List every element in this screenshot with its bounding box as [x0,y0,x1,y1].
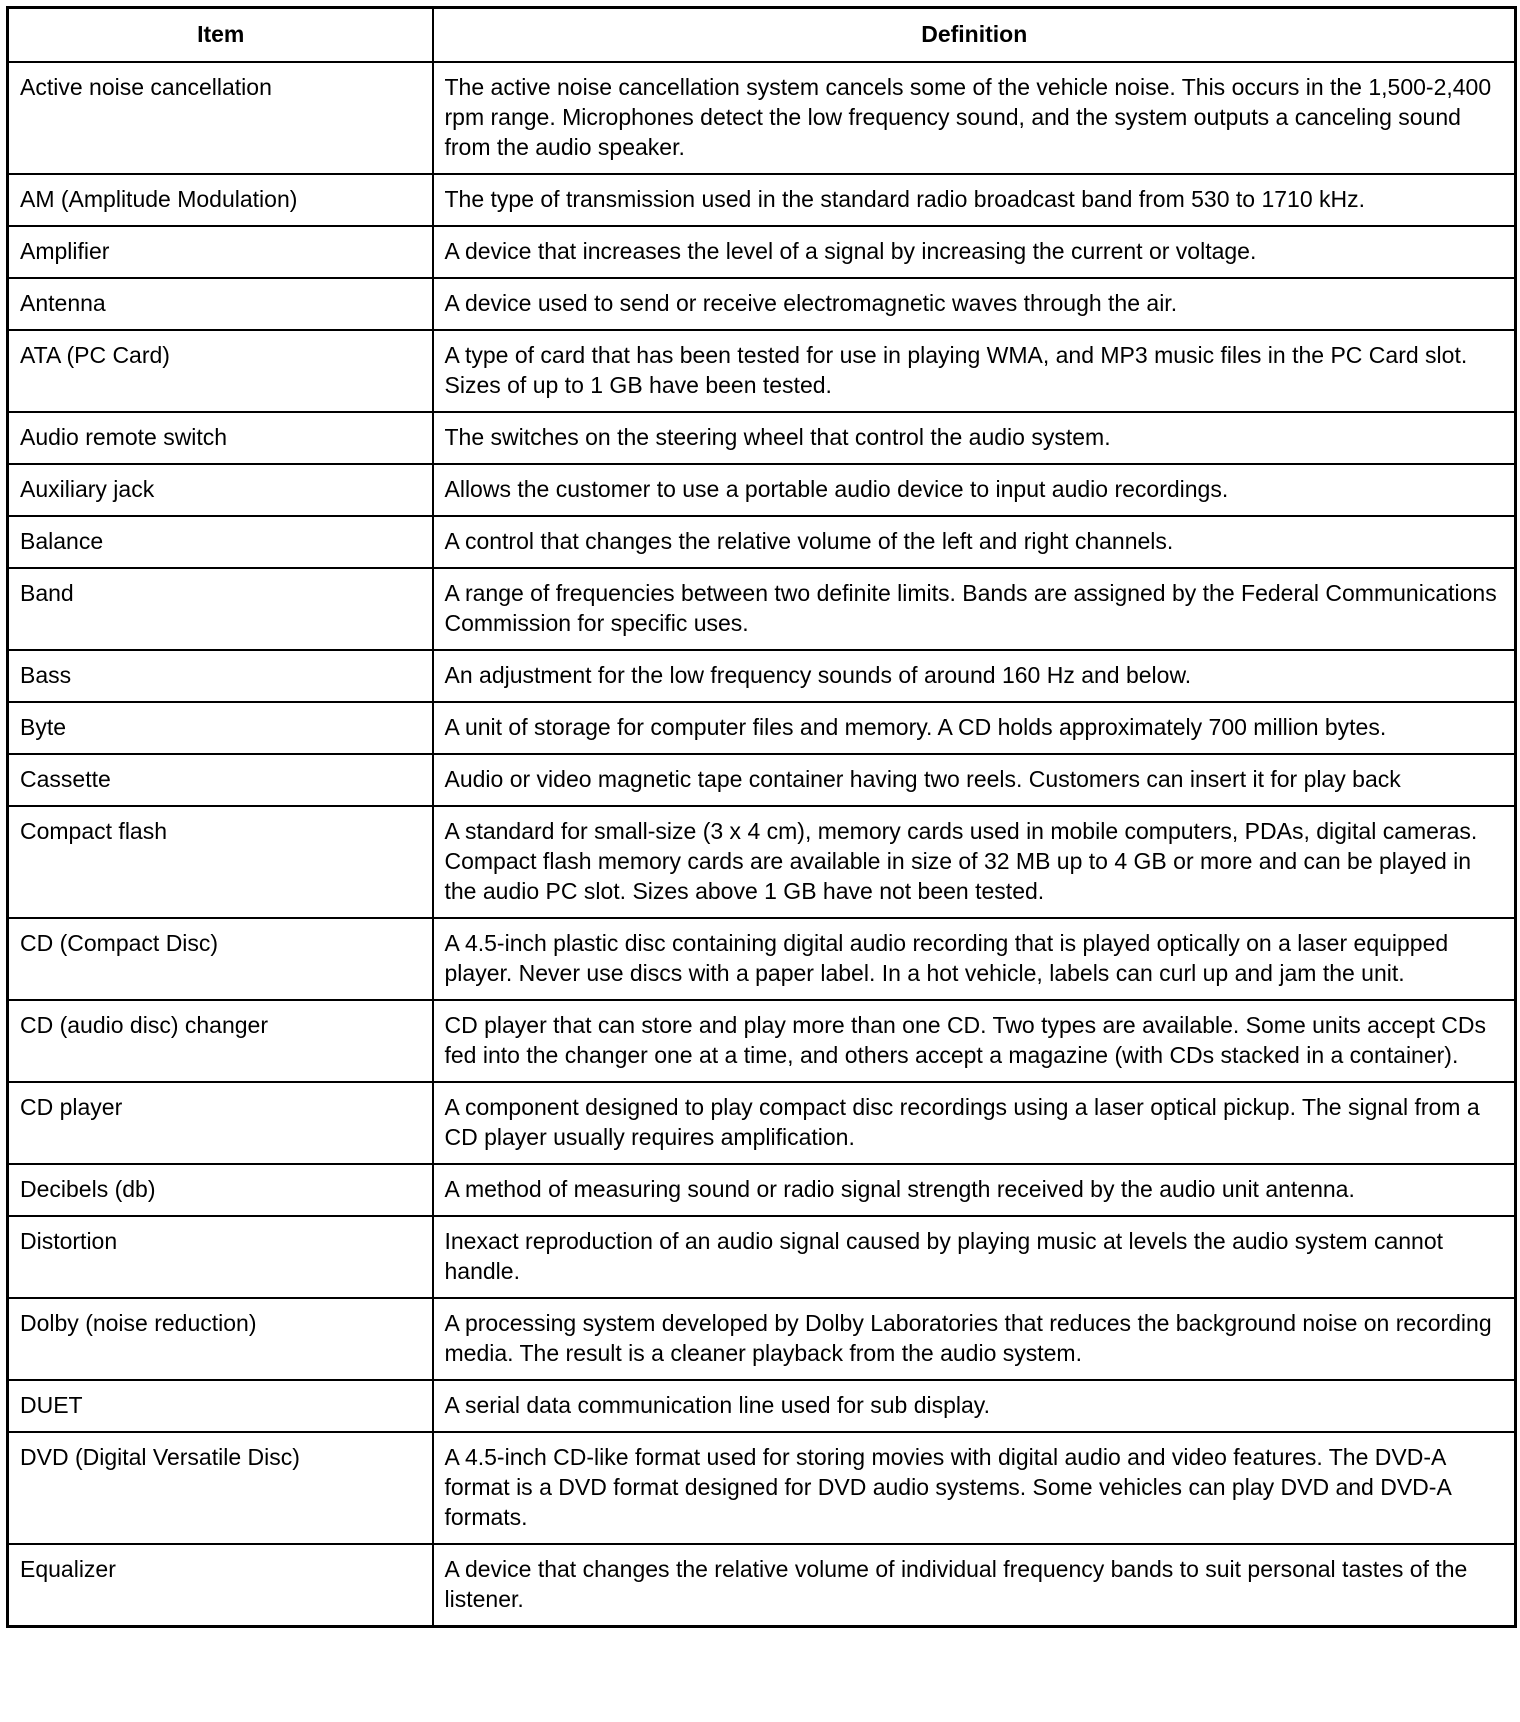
table-row [8,1216,1516,1298]
table-row [8,464,1516,516]
item-cell: CD (Compact Disc) [8,918,433,1000]
definition-cell: A standard for small-size (3 x 4 cm), memory cards used in mobile computers, PDAs, digital cameras. Compact flash memory cards are available in size of 32 MB up to 4 GB or more and can be played in the audio PC slot. Sizes above 1 GB have not been tested. [433,806,1516,918]
table-row [8,278,1516,330]
definition-cell: A device that changes the relative volume of individual frequency bands to suit personal tastes of the listener. [433,1544,1516,1627]
definition-cell: A device that increases the level of a signal by increasing the current or voltage. [433,226,1516,278]
table-row [8,516,1516,568]
table-row [8,754,1516,806]
table-body [8,62,1516,1627]
table-row [8,62,1516,174]
table-row [8,1082,1516,1164]
definition-cell: A method of measuring sound or radio signal strength received by the audio unit antenna. [433,1164,1516,1216]
item-cell: Decibels (db) [8,1164,433,1216]
item-cell: Cassette [8,754,433,806]
table-row [8,1000,1516,1082]
table-row [8,1544,1516,1627]
table-row [8,702,1516,754]
item-cell: Antenna [8,278,433,330]
item-cell: Band [8,568,433,650]
item-cell: Balance [8,516,433,568]
table-row [8,1380,1516,1432]
definition-cell: Inexact reproduction of an audio signal caused by playing music at levels the audio system cannot handle. [433,1216,1516,1298]
definition-cell: A range of frequencies between two definite limits. Bands are assigned by the Federal Communications Commission for specific uses. [433,568,1516,650]
definition-cell: Allows the customer to use a portable audio device to input audio recordings. [433,464,1516,516]
glossary-table [6,6,1517,1628]
table-row [8,1298,1516,1380]
column-header-item: Item [8,8,433,63]
definition-cell: A serial data communication line used for sub display. [433,1380,1516,1432]
table-row [8,174,1516,226]
definition-cell: Audio or video magnetic tape container having two reels. Customers can insert it for play back [433,754,1516,806]
header-row [8,8,1516,63]
item-cell: CD player [8,1082,433,1164]
item-cell: Amplifier [8,226,433,278]
table-row [8,918,1516,1000]
item-cell: Equalizer [8,1544,433,1627]
item-cell: AM (Amplitude Modulation) [8,174,433,226]
item-cell: DUET [8,1380,433,1432]
table-row [8,650,1516,702]
item-cell: Bass [8,650,433,702]
table-row [8,226,1516,278]
item-cell: Distortion [8,1216,433,1298]
table-row [8,806,1516,918]
item-cell: Byte [8,702,433,754]
item-cell: Audio remote switch [8,412,433,464]
item-cell: DVD (Digital Versatile Disc) [8,1432,433,1544]
table-header [8,8,1516,63]
definition-cell: A type of card that has been tested for use in playing WMA, and MP3 music files in the PC Card slot. Sizes of up to 1 GB have been tested. [433,330,1516,412]
item-cell: Active noise cancellation [8,62,433,174]
definition-cell: A processing system developed by Dolby Laboratories that reduces the background noise on recording media. The result is a cleaner playback from the audio system. [433,1298,1516,1380]
definition-cell: The active noise cancellation system cancels some of the vehicle noise. This occurs in the 1,500-2,400 rpm range. Microphones detect the low frequency sound, and the system outputs a canceling sound from the audio speaker. [433,62,1516,174]
definition-cell: A device used to send or receive electromagnetic waves through the air. [433,278,1516,330]
table-row [8,330,1516,412]
item-cell: Compact flash [8,806,433,918]
item-cell: CD (audio disc) changer [8,1000,433,1082]
table-row [8,1164,1516,1216]
definition-cell: A control that changes the relative volume of the left and right channels. [433,516,1516,568]
definition-cell: A component designed to play compact disc recordings using a laser optical pickup. The signal from a CD player usually requires amplification. [433,1082,1516,1164]
definition-cell: CD player that can store and play more than one CD. Two types are available. Some units accept CDs fed into the changer one at a time, and others accept a magazine (with CDs stacked in a container). [433,1000,1516,1082]
column-header-definition: Definition [433,8,1516,63]
item-cell: Auxiliary jack [8,464,433,516]
item-cell: Dolby (noise reduction) [8,1298,433,1380]
definition-cell: A 4.5-inch plastic disc containing digital audio recording that is played optically on a laser equipped player. Never use discs with a paper label. In a hot vehicle, labels can curl up and jam the unit. [433,918,1516,1000]
definition-cell: An adjustment for the low frequency sounds of around 160 Hz and below. [433,650,1516,702]
definition-cell: A unit of storage for computer files and memory. A CD holds approximately 700 million bytes. [433,702,1516,754]
definition-cell: The switches on the steering wheel that control the audio system. [433,412,1516,464]
table-row [8,1432,1516,1544]
item-cell: ATA (PC Card) [8,330,433,412]
definition-cell: A 4.5-inch CD-like format used for storing movies with digital audio and video features. The DVD-A format is a DVD format designed for DVD audio systems. Some vehicles can play DVD and DVD-A formats. [433,1432,1516,1544]
table-row [8,412,1516,464]
definition-cell: The type of transmission used in the standard radio broadcast band from 530 to 1710 kHz. [433,174,1516,226]
table-row [8,568,1516,650]
